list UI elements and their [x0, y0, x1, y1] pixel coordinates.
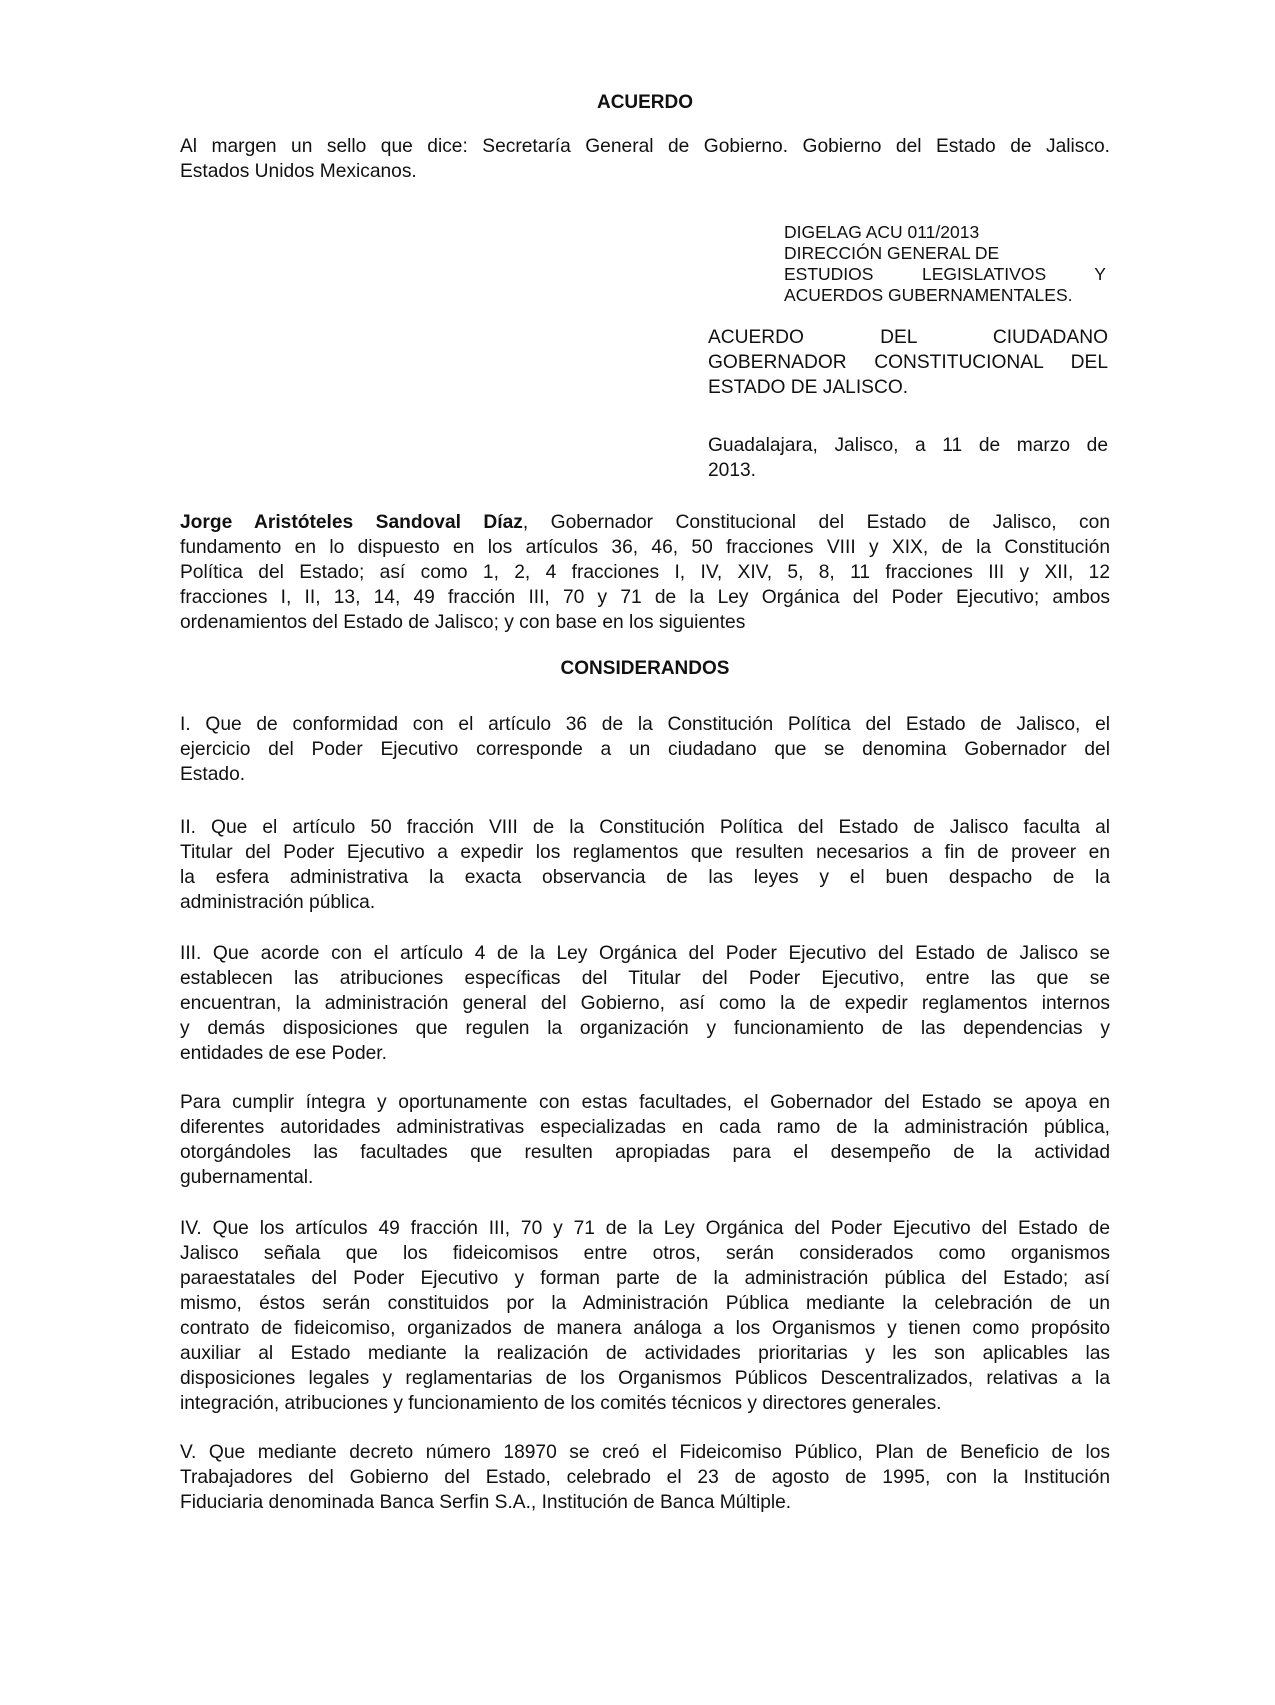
reference-office-line: ACUERDOS GUBERNAMENTALES.	[784, 285, 1073, 305]
paragraph-line: Fiduciaria denominada Banca Serfin S.A., Institución de Banca Múltiple.	[180, 1492, 792, 1513]
preamble	[180, 510, 1110, 635]
paragraph-line: integración, atribuciones y funcionamiento de los comités técnicos y directores generales.	[180, 1393, 942, 1414]
considerando-paragraph	[180, 815, 1110, 915]
paragraph-line: Titular del Poder Ejecutivo a expedir los reglamentos que resulten necesarios a fin de proveer en	[180, 842, 1110, 863]
paragraph-line: encuentran, la administración general del Gobierno, así como la de expedir reglamentos internos	[180, 993, 1110, 1014]
paragraph-line: la esfera administrativa la exacta observancia de las leyes y el buen despacho de la	[180, 867, 1110, 888]
agreement-title-line: GOBERNADOR CONSTITUCIONAL DEL	[708, 352, 1108, 373]
reference-office-line: ESTUDIOS LEGISLATIVOS Y	[784, 264, 1106, 284]
paragraph-line: disposiciones legales y reglamentarias de los Organismos Públicos Descentralizados, relativas a la	[180, 1368, 1110, 1389]
paragraph-line: IV. Que los artículos 49 fracción III, 70 y 71 de la Ley Orgánica del Poder Ejecutivo del Estado de	[180, 1218, 1110, 1239]
agreement-title-line: ACUERDO DEL CIUDADANO	[708, 327, 1108, 348]
considerando-paragraph	[180, 1440, 1110, 1515]
reference-block	[784, 222, 1106, 306]
paragraph-line: auxiliar al Estado mediante la realización de actividades prioritarias y les son aplicables las	[180, 1343, 1110, 1364]
paragraph-line: V. Que mediante decreto número 18970 se creó el Fideicomiso Público, Plan de Beneficio de los	[180, 1442, 1110, 1463]
preamble-line: ordenamientos del Estado de Jalisco; y con base en los siguientes	[180, 612, 746, 633]
paragraph-line: Estado.	[180, 764, 246, 785]
margin-note	[180, 134, 1110, 184]
paragraph-line: administración pública.	[180, 892, 376, 913]
paragraph-line: mismo, éstos serán constituidos por la Administración Pública mediante la celebración de un	[180, 1293, 1110, 1314]
preamble-line: fundamento en lo dispuesto en los artículos 36, 46, 50 fracciones VIII y XIX, de la Constitución	[180, 537, 1110, 558]
reference-office-line: DIRECCIÓN GENERAL DE	[784, 243, 1000, 263]
preamble-line: Política del Estado; así como 1, 2, 4 fracciones I, IV, XIV, 5, 8, 11 fracciones III y XII, 12	[180, 562, 1110, 583]
margin-note-line: Estados Unidos Mexicanos.	[180, 161, 417, 182]
agreement-title-line: ESTADO DE JALISCO.	[708, 377, 909, 398]
paragraph-line: otorgándoles las facultades que resulten apropiadas para el desempeño de la actividad	[180, 1142, 1110, 1163]
paragraph-line: I. Que de conformidad con el artículo 36 de la Constitución Política del Estado de Jalisco, el	[180, 714, 1110, 735]
document-heading: ACUERDO	[596, 92, 694, 113]
place-date-line: 2013.	[708, 460, 757, 481]
preamble-line: fracciones I, II, 13, 14, 49 fracción III, 70 y 71 de la Ley Orgánica del Poder Ejecutivo; ambos	[180, 587, 1110, 608]
preamble-line-rest: , Gobernador Constitucional del Estado de Jalisco, con	[522, 512, 1110, 533]
agreement-title	[708, 325, 1108, 400]
considerando-paragraph	[180, 941, 1110, 1066]
paragraph-line: y demás disposiciones que regulen la organización y funcionamiento de las dependencias y	[180, 1018, 1110, 1039]
paragraph-line: Para cumplir íntegra y oportunamente con estas facultades, el Gobernador del Estado se apoya en	[180, 1092, 1110, 1113]
reference-code: DIGELAG ACU 011/2013	[784, 222, 980, 242]
place-date	[708, 433, 1108, 483]
paragraph-line: ejercicio del Poder Ejecutivo corresponde a un ciudadano que se denomina Gobernador del	[180, 739, 1110, 760]
paragraph-line: paraestatales del Poder Ejecutivo y forman parte de la administración pública del Estado; así	[180, 1268, 1110, 1289]
place-date-line: Guadalajara, Jalisco, a 11 de marzo de	[708, 435, 1108, 456]
paragraph-line: Jalisco señala que los fideicomisos entre otros, serán considerados como organismos	[180, 1243, 1110, 1264]
paragraph-line: gubernamental.	[180, 1167, 314, 1188]
paragraph-line: Trabajadores del Gobierno del Estado, celebrado el 23 de agosto de 1995, con la Institución	[180, 1467, 1110, 1488]
paragraph-line: II. Que el artículo 50 fracción VIII de la Constitución Política del Estado de Jalisco faculta al	[180, 817, 1110, 838]
considerando-paragraph	[180, 1216, 1110, 1416]
preamble-line	[180, 510, 1110, 535]
margin-note-line: Al margen un sello que dice: Secretaría General de Gobierno. Gobierno del Estado de Jalisco.	[180, 136, 1110, 157]
considerando-paragraph	[180, 712, 1110, 787]
governor-name: Jorge Aristóteles Sandoval Díaz	[180, 512, 523, 533]
considerando-paragraph	[180, 1090, 1110, 1190]
paragraph-line: contrato de fideicomiso, organizados de manera análoga a los Organismos y tienen como propósito	[180, 1318, 1110, 1339]
paragraph-line: entidades de ese Poder.	[180, 1043, 387, 1064]
paragraph-line: III. Que acorde con el artículo 4 de la Ley Orgánica del Poder Ejecutivo del Estado de Jalisco se	[180, 943, 1110, 964]
considerandos-heading: CONSIDERANDOS	[560, 658, 730, 679]
paragraph-line: establecen las atribuciones específicas del Titular del Poder Ejecutivo, entre las que se	[180, 968, 1110, 989]
paragraph-line: diferentes autoridades administrativas especializadas en cada ramo de la administración pública,	[180, 1117, 1110, 1138]
